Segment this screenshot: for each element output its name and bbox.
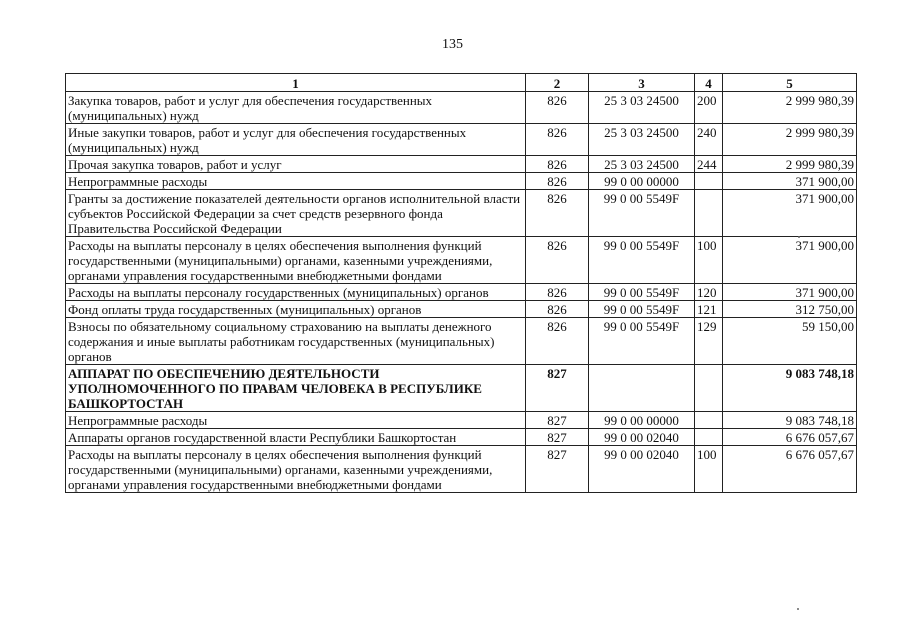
row-target-code-cell: 99 0 00 00000 [589, 173, 695, 190]
row-amount-cell: 371 900,00 [723, 284, 857, 301]
row-code-cell: 826 [526, 124, 589, 156]
row-name-cell: Расходы на выплаты персоналу в целях обеспечения выполнения функций государственными (муниципальными) органами, казенными учреждениями, органами управления государственными внебюджетными фондами [66, 446, 526, 493]
row-amount-cell: 59 150,00 [723, 318, 857, 365]
row-name-cell: Аппараты органов государственной власти Республики Башкортостан [66, 429, 526, 446]
budget-table [65, 73, 857, 493]
table-row [66, 284, 857, 301]
row-name-cell: Фонд оплаты труда государственных (муниципальных) органов [66, 301, 526, 318]
scan-speck [798, 236, 800, 238]
table-row [66, 237, 857, 284]
page-number: 135 [442, 37, 463, 52]
table-row [66, 190, 857, 237]
row-code-cell: 827 [526, 365, 589, 412]
row-amount-cell: 371 900,00 [723, 237, 857, 284]
row-expense-type-cell: 120 [695, 284, 723, 301]
row-target-code-cell: 25 3 03 24500 [589, 92, 695, 124]
row-code-cell: 826 [526, 156, 589, 173]
row-code-cell: 826 [526, 318, 589, 365]
table-row [66, 446, 857, 493]
header-col-1: 1 [66, 74, 526, 92]
table-row [66, 429, 857, 446]
table-row [66, 124, 857, 156]
row-target-code-cell: 99 0 00 5549F [589, 237, 695, 284]
row-amount-cell: 6 676 057,67 [723, 446, 857, 493]
row-name-cell: Прочая закупка товаров, работ и услуг [66, 156, 526, 173]
row-amount-cell: 2 999 980,39 [723, 124, 857, 156]
row-name-cell: Иные закупки товаров, работ и услуг для обеспечения государственных (муниципальных) нужд [66, 124, 526, 156]
row-expense-type-cell [695, 173, 723, 190]
row-name-cell: Закупка товаров, работ и услуг для обеспечения государственных (муниципальных) нужд [66, 92, 526, 124]
row-amount-cell: 371 900,00 [723, 173, 857, 190]
table-row [66, 365, 857, 412]
table-row [66, 156, 857, 173]
row-expense-type-cell: 129 [695, 318, 723, 365]
row-expense-type-cell: 100 [695, 446, 723, 493]
row-code-cell: 826 [526, 190, 589, 237]
scan-speck [797, 608, 799, 610]
header-col-4: 4 [695, 74, 723, 92]
row-code-cell: 827 [526, 429, 589, 446]
row-name-cell: Непрограммные расходы [66, 412, 526, 429]
row-expense-type-cell: 244 [695, 156, 723, 173]
row-target-code-cell: 25 3 03 24500 [589, 156, 695, 173]
row-code-cell: 826 [526, 237, 589, 284]
header-col-5: 5 [723, 74, 857, 92]
row-target-code-cell: 25 3 03 24500 [589, 124, 695, 156]
row-expense-type-cell [695, 412, 723, 429]
row-name-cell: Расходы на выплаты персоналу государственных (муниципальных) органов [66, 284, 526, 301]
row-code-cell: 827 [526, 412, 589, 429]
row-name-cell: Гранты за достижение показателей деятельности органов исполнительной власти субъектов Российской Федерации за счет средств резервного фонда Правительства Российской Федерации [66, 190, 526, 237]
row-amount-cell: 6 676 057,67 [723, 429, 857, 446]
row-expense-type-cell [695, 365, 723, 412]
row-code-cell: 826 [526, 301, 589, 318]
table-row [66, 92, 857, 124]
row-name-cell: Непрограммные расходы [66, 173, 526, 190]
row-target-code-cell: 99 0 00 02040 [589, 446, 695, 493]
table-row [66, 173, 857, 190]
header-row [66, 74, 857, 92]
row-target-code-cell [589, 365, 695, 412]
table-row [66, 318, 857, 365]
row-amount-cell: 9 083 748,18 [723, 412, 857, 429]
row-amount-cell: 2 999 980,39 [723, 92, 857, 124]
row-target-code-cell: 99 0 00 5549F [589, 318, 695, 365]
row-amount-cell: 371 900,00 [723, 190, 857, 237]
row-code-cell: 826 [526, 284, 589, 301]
row-expense-type-cell: 200 [695, 92, 723, 124]
header-col-2: 2 [526, 74, 589, 92]
row-amount-cell: 9 083 748,18 [723, 365, 857, 412]
row-name-cell: Взносы по обязательному социальному страхованию на выплаты денежного содержания и иные выплаты работникам государственных (муниципальных) органов [66, 318, 526, 365]
row-target-code-cell: 99 0 00 5549F [589, 301, 695, 318]
row-target-code-cell: 99 0 00 02040 [589, 429, 695, 446]
row-code-cell: 826 [526, 173, 589, 190]
table-row [66, 412, 857, 429]
row-name-cell: АППАРАТ ПО ОБЕСПЕЧЕНИЮ ДЕЯТЕЛЬНОСТИ УПОЛНОМОЧЕННОГО ПО ПРАВАМ ЧЕЛОВЕКА В РЕСПУБЛИКЕ БАШКОРТОСТАН [66, 365, 526, 412]
row-amount-cell: 312 750,00 [723, 301, 857, 318]
row-code-cell: 826 [526, 92, 589, 124]
row-expense-type-cell: 121 [695, 301, 723, 318]
table-body [66, 92, 857, 493]
row-target-code-cell: 99 0 00 5549F [589, 284, 695, 301]
row-expense-type-cell: 240 [695, 124, 723, 156]
row-expense-type-cell: 100 [695, 237, 723, 284]
row-amount-cell: 2 999 980,39 [723, 156, 857, 173]
row-expense-type-cell [695, 190, 723, 237]
table-row [66, 301, 857, 318]
header-col-3: 3 [589, 74, 695, 92]
row-code-cell: 827 [526, 446, 589, 493]
row-target-code-cell: 99 0 00 5549F [589, 190, 695, 237]
row-name-cell: Расходы на выплаты персоналу в целях обеспечения выполнения функций государственными (муниципальными) органами, казенными учреждениями, органами управления государственными внебюджетными фондами [66, 237, 526, 284]
row-expense-type-cell [695, 429, 723, 446]
row-target-code-cell: 99 0 00 00000 [589, 412, 695, 429]
